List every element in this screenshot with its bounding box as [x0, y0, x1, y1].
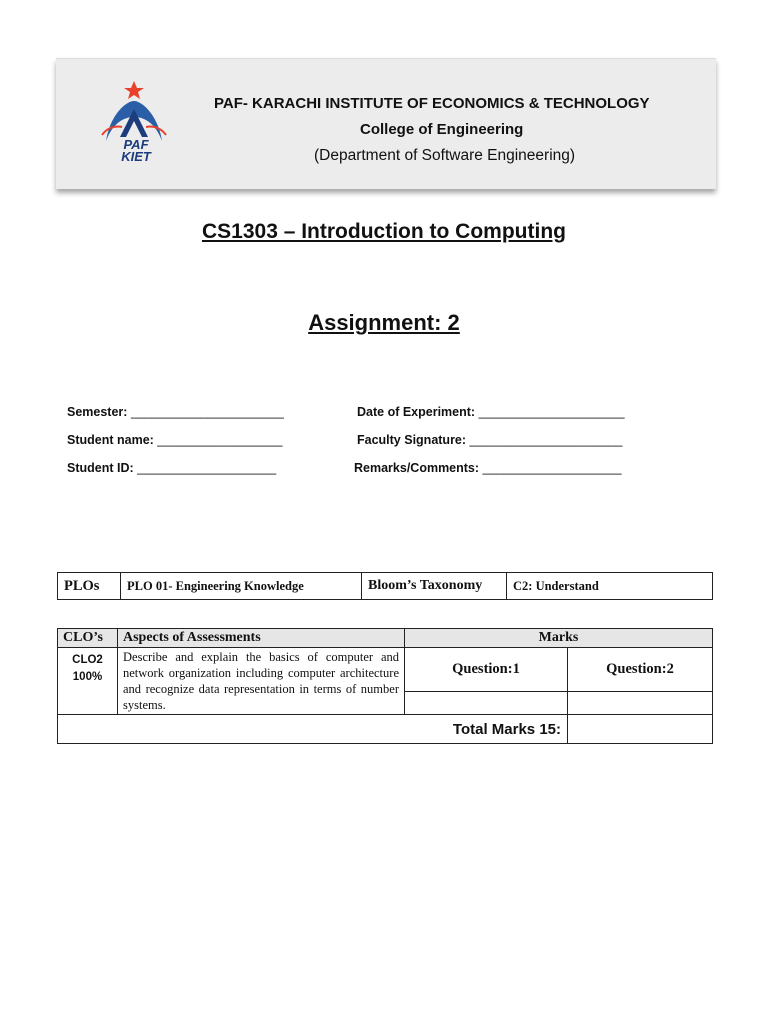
logo-text-paf: PAF	[123, 137, 149, 152]
blooms-value: C2: Understand	[507, 573, 713, 600]
student-name-blank: __________________	[157, 433, 283, 447]
total-marks-label: Total Marks 15:	[58, 715, 568, 744]
course-title	[0, 220, 768, 244]
clo-code: CLO2	[72, 654, 103, 666]
total-marks-cell	[568, 715, 713, 744]
faculty-signature-label: Faculty Signature:	[357, 433, 467, 447]
remarks-blank: ____________________	[482, 461, 622, 475]
question1-marks-cell	[405, 691, 568, 714]
date-of-experiment-blank: _____________________	[478, 405, 625, 419]
department-name: (Department of Software Engineering)	[314, 147, 576, 164]
logo-text	[106, 139, 166, 163]
clo-weight: 100%	[72, 671, 103, 683]
student-id-blank: ____________________	[137, 461, 277, 475]
plo-table	[57, 572, 713, 600]
date-of-experiment-label: Date of Experiment:	[357, 405, 476, 419]
semester-label: Semester:	[67, 405, 128, 419]
remarks-label: Remarks/Comments:	[354, 461, 480, 475]
plo-value: PLO 01- Engineering Knowledge	[121, 573, 362, 600]
assignment-title	[0, 310, 768, 336]
remarks-field	[354, 461, 622, 475]
student-name-field	[67, 433, 282, 447]
header-banner	[56, 58, 716, 189]
student-id-label: Student ID:	[67, 461, 134, 475]
student-id-field	[67, 461, 276, 475]
course-title-text: CS1303 – Introduction to Computing	[201, 220, 566, 243]
institute-name: PAF- KARACHI INSTITUTE OF ECONOMICS & TECHNOLOGY	[214, 95, 650, 112]
question2-header: Question:2	[568, 648, 713, 692]
clo-table	[57, 628, 713, 744]
date-of-experiment-field	[357, 405, 625, 419]
clo-code-cell	[58, 648, 118, 715]
aspect-text: Describe and explain the basics of computer and network organization including computer architecture and recognize data representation in terms of number systems.	[118, 648, 405, 715]
question2-marks-cell	[568, 691, 713, 714]
faculty-signature-field	[357, 433, 622, 447]
semester-blank: ______________________	[130, 405, 284, 419]
faculty-signature-blank: ______________________	[469, 433, 623, 447]
semester-field	[67, 405, 284, 419]
college-name: College of Engineering	[360, 121, 524, 138]
marks-header: Marks	[405, 629, 713, 648]
blooms-label: Bloom’s Taxonomy	[362, 573, 507, 600]
aspects-header: Aspects of Assessments	[118, 629, 405, 648]
student-name-label: Student name:	[67, 433, 154, 447]
logo-text-kiet: KIET	[121, 149, 151, 164]
plos-label: PLOs	[58, 573, 121, 600]
assignment-title-text: Assignment: 2	[308, 310, 460, 335]
question1-header: Question:1	[405, 648, 568, 692]
clo-header: CLO’s	[58, 629, 118, 648]
